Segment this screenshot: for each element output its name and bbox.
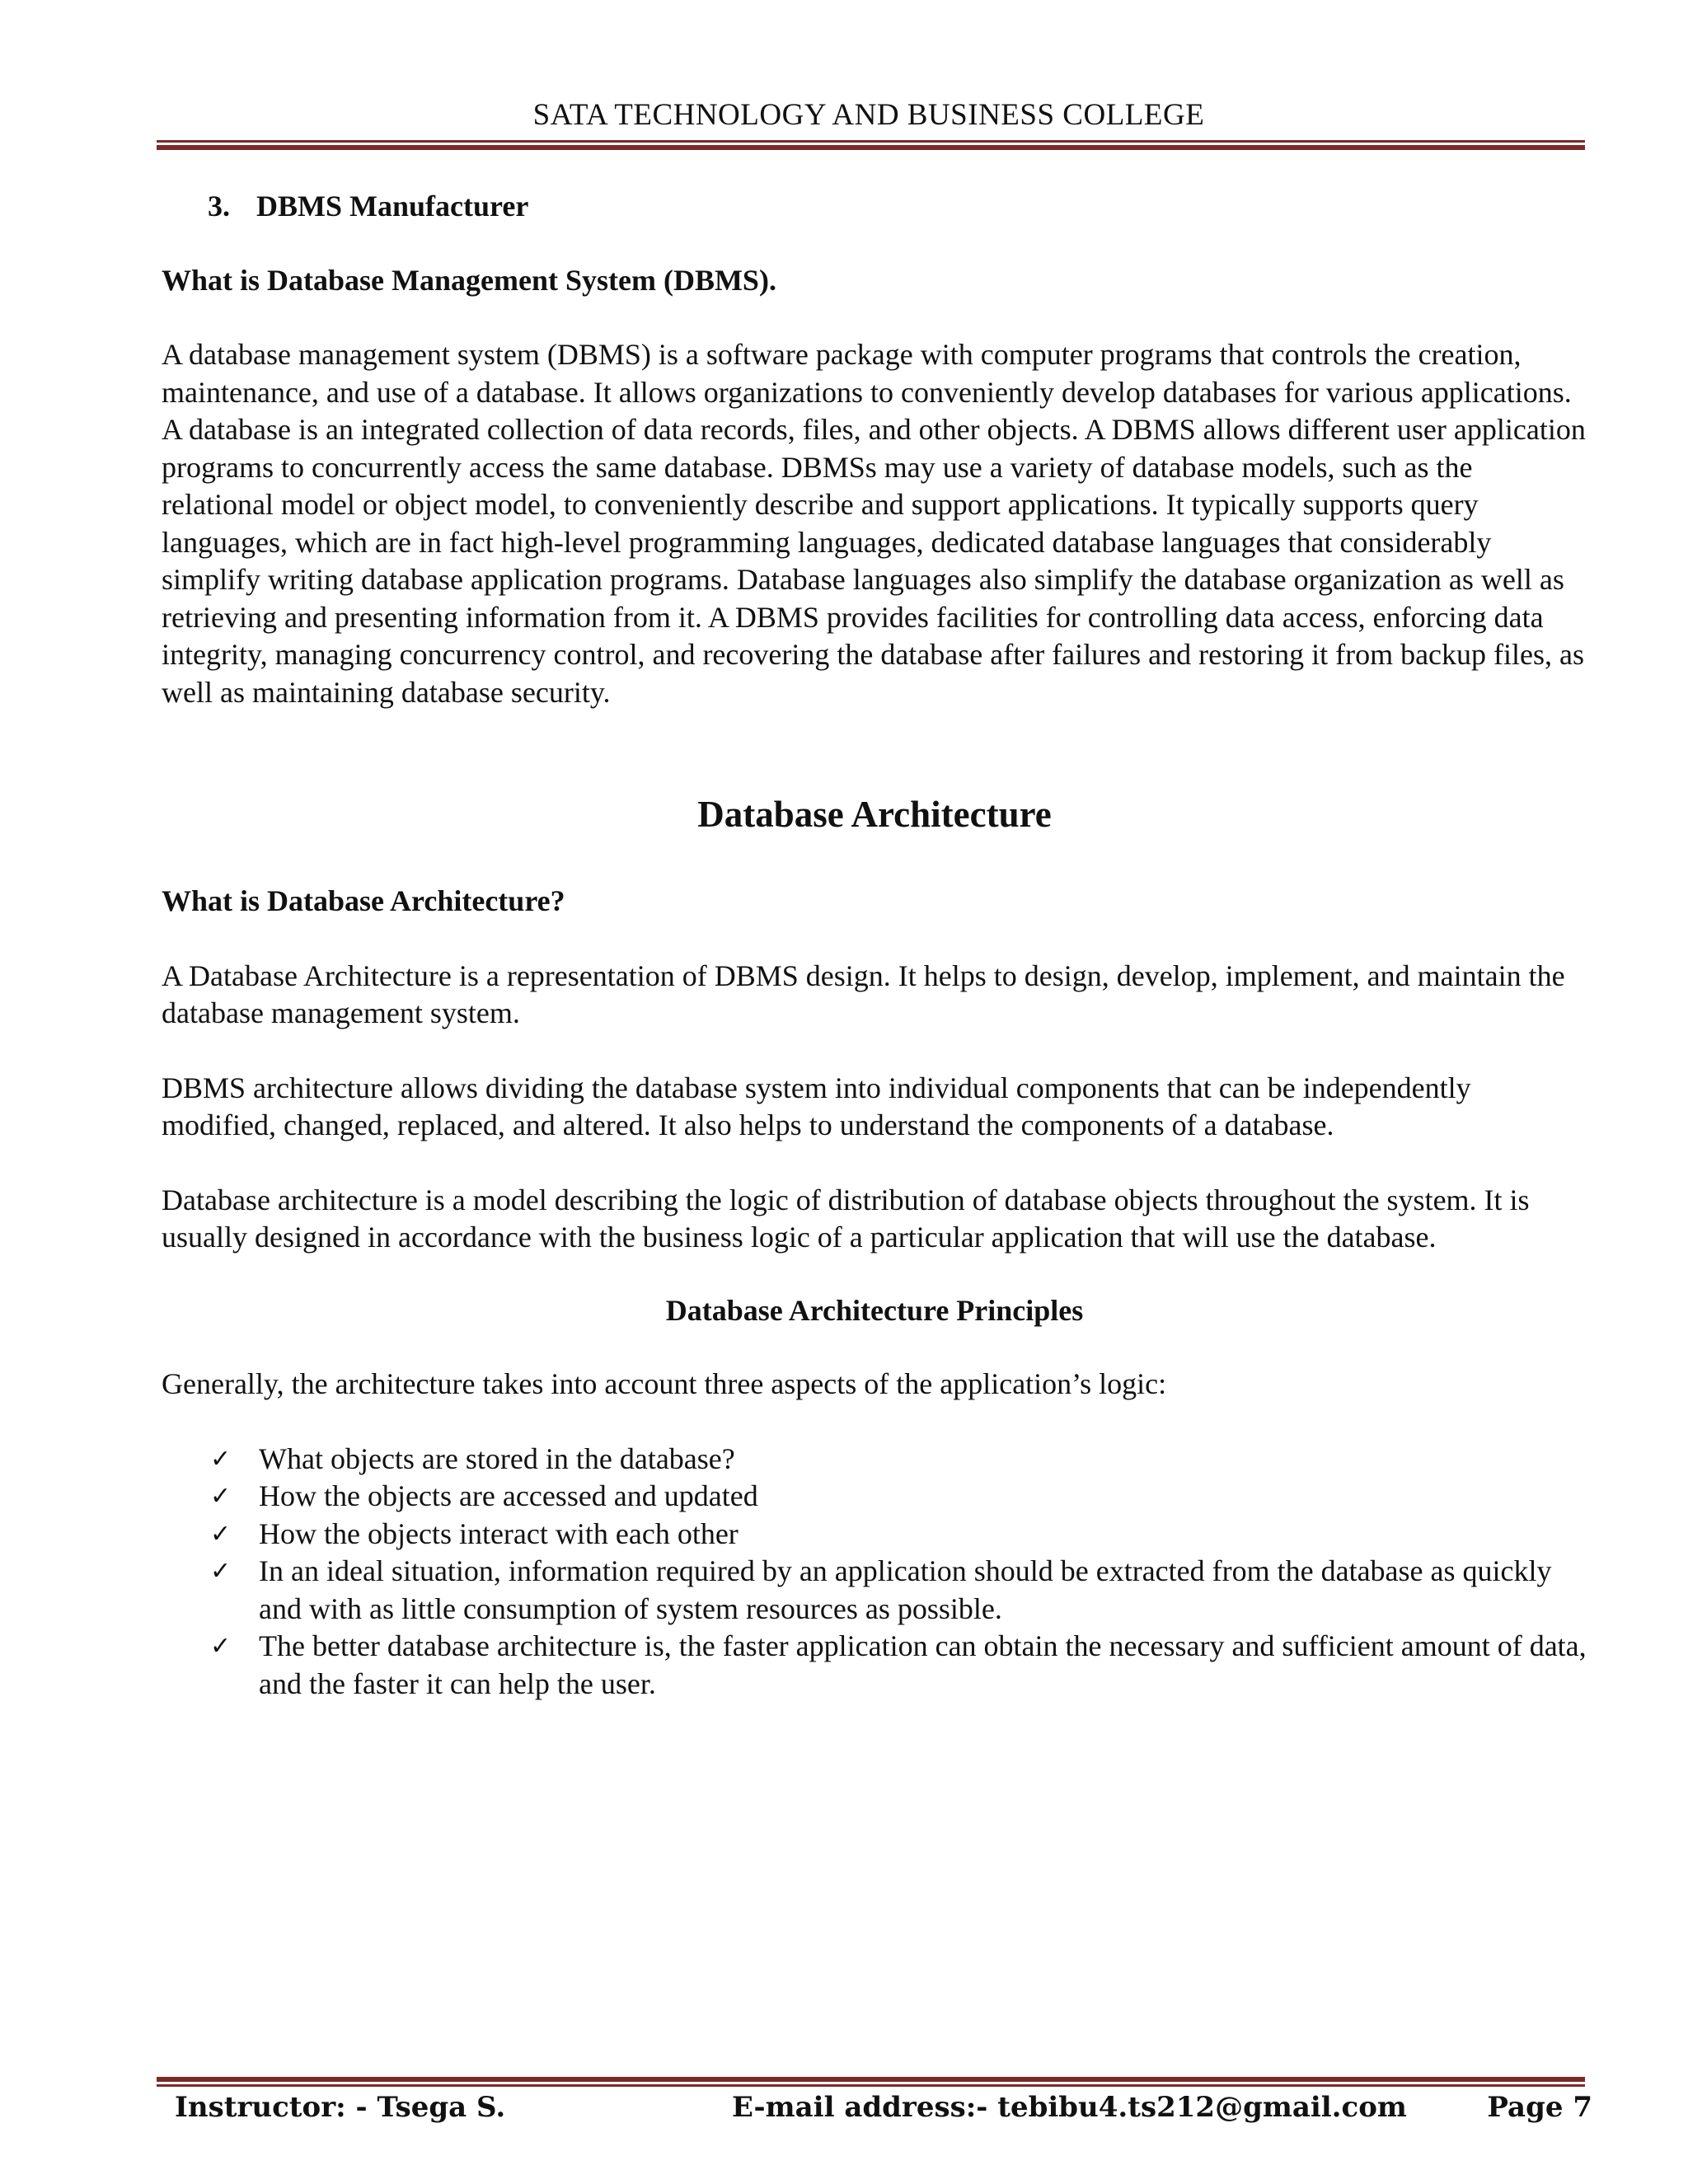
section-heading-dbms-manufacturer bbox=[162, 188, 1587, 226]
footer-page-number: Page 7 bbox=[1487, 2091, 1592, 2124]
principles-checklist bbox=[162, 1441, 1587, 1704]
dbms-subheading: What is Database Management System (DBMS). bbox=[162, 263, 776, 297]
footer-rule bbox=[157, 2077, 1585, 2087]
checkmark-icon: ✓ bbox=[210, 1482, 232, 1511]
list-item bbox=[210, 1441, 1587, 1479]
list-item-text: What objects are stored in the database? bbox=[259, 1441, 735, 1475]
header-title: SATA TECHNOLOGY AND BUSINESS COLLEGE bbox=[532, 98, 1205, 132]
checkmark-icon: ✓ bbox=[210, 1632, 232, 1661]
list-item bbox=[210, 1553, 1587, 1628]
architecture-subheading: What is Database Architecture? bbox=[162, 884, 565, 917]
page-content bbox=[162, 188, 1587, 1703]
checkmark-icon: ✓ bbox=[210, 1557, 232, 1586]
architecture-paragraph: DBMS architecture allows dividing the database system into individual components that can be independently modified, changed, replaced, and altered. It also helps to understand the components of a database. bbox=[162, 1071, 1471, 1141]
list-item bbox=[210, 1628, 1587, 1703]
dbms-paragraph: A database management system (DBMS) is a software package with computer programs that controls the creation, maintenance, and use of a database. It allows organizations to conveniently develop databases for various applications. A database is an integrated collection of data records, files, and other objects. A DBMS allows different user application programs to concurrently access the same database. DBMSs may use a variety of database models, such as the relational model or object model, to conveniently describe and support applications. It typically supports query languages, which are in fact high-level programming languages, dedicated database languages that considerably simplify writing database application programs. Database languages also simplify the database organization as well as retrieving and presenting information from it. A DBMS provides facilities for controlling data access, enforcing data integrity, managing concurrency control, and recovering the database after failures and restoring it from backup files, as well as maintaining database security. bbox=[162, 338, 1586, 709]
list-item-text: In an ideal situation, information required by an application should be extracted from the database as quickly and with as little consumption of system resources as possible. bbox=[259, 1554, 1552, 1625]
architecture-paragraph: A Database Architecture is a representation of DBMS design. It helps to design, develop, implement, and maintain the database management system. bbox=[162, 958, 1565, 1029]
list-item bbox=[210, 1478, 1587, 1516]
checkmark-icon: ✓ bbox=[210, 1519, 232, 1549]
section-heading-text: DBMS Manufacturer bbox=[256, 190, 529, 223]
architecture-paragraph: Database architecture is a model describing the logic of distribution of database objects throughout the system. It is usually designed in accordance with the business logic of a particular application that will use the database. bbox=[162, 1183, 1530, 1254]
footer-email: E-mail address:- tebibu4.ts212@gmail.com bbox=[732, 2091, 1407, 2124]
checkmark-icon: ✓ bbox=[210, 1444, 232, 1474]
section-number: 3. bbox=[208, 190, 230, 223]
footer-instructor: Instructor: - Tsega S. bbox=[175, 2091, 506, 2124]
list-item-text: How the objects interact with each other bbox=[259, 1516, 738, 1550]
principles-heading: Database Architecture Principles bbox=[665, 1293, 1084, 1327]
page-footer bbox=[175, 2091, 1592, 2140]
header-rule bbox=[157, 140, 1585, 150]
list-item-text: How the objects are accessed and updated bbox=[259, 1479, 758, 1512]
principles-intro: Generally, the architecture takes into account three aspects of the application’s logic: bbox=[162, 1367, 1167, 1400]
page-title: Database Architecture bbox=[697, 794, 1052, 835]
list-item bbox=[210, 1516, 1587, 1554]
list-item-text: The better database architecture is, the faster application can obtain the necessary and sufficient amount of data, and the faster it can help the user. bbox=[259, 1629, 1587, 1700]
